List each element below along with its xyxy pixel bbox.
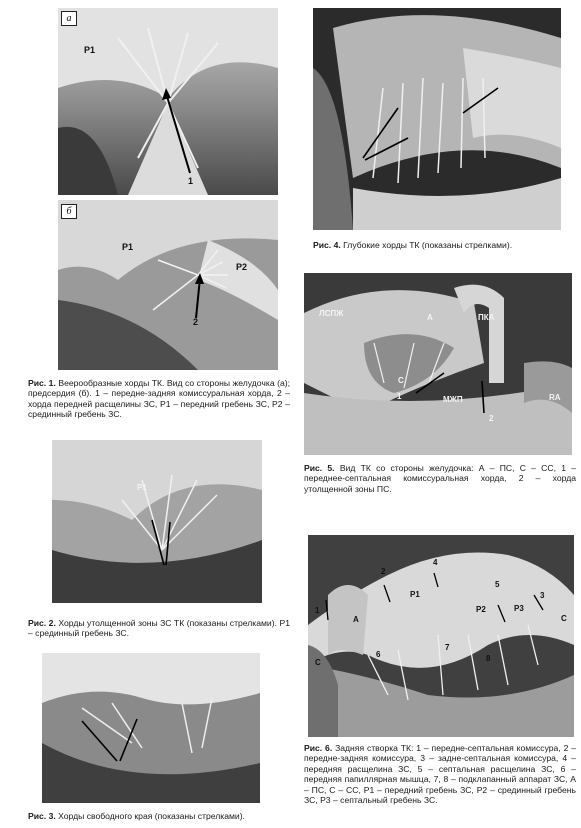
figure-6-label-a: A [353, 615, 359, 624]
figure-1-caption [28, 378, 290, 420]
figure-2-label-p1: P1 [137, 483, 147, 492]
figure-1-caption-prefix: Рис. 1. [28, 378, 56, 388]
figure-6-label-1: 1 [315, 606, 320, 615]
figure-1a-panel-tag: а [61, 11, 77, 26]
figure-2-caption-prefix: Рис. 2. [28, 618, 56, 628]
figure-6-label-c-right: C [561, 614, 567, 623]
figure-5-caption-prefix: Рис. 5. [304, 463, 335, 473]
figure-1a-label-1: 1 [188, 176, 194, 186]
figure-5-label-c: C [398, 376, 404, 385]
figure-5-label-2: 2 [489, 414, 494, 423]
figure-6-caption [304, 743, 576, 805]
figure-1b-label-2: 2 [193, 317, 199, 327]
figure-4-caption-text: Глубокие хорды ТК (показаны стрелками). [343, 240, 513, 250]
figure-5-caption-text: Вид ТК со стороны желудочка: А – ПС, С – СС, 1 – переднее-септальная комиссуральная хорда, 2 – хорда утолщенной зоны ПС. [304, 463, 576, 494]
figure-6-label-3: 3 [540, 591, 545, 600]
figure-3-caption [28, 811, 290, 821]
figure-6-label-7: 7 [445, 643, 450, 652]
figure-1b-photo [58, 200, 278, 370]
figure-5-caption [304, 463, 576, 494]
figure-1b-label-p2: P2 [236, 262, 248, 272]
figure-5-photo [304, 273, 572, 455]
figure-5-label-pka: ПКА [478, 313, 495, 322]
figure-5-label-1: 1 [397, 392, 402, 401]
figure-6-label-8: 8 [486, 654, 491, 663]
figure-6-caption-prefix: Рис. 6. [304, 743, 333, 753]
figure-1-caption-text: Веерообразные хорды ТК. Вид со стороны желудочка (а); предсердия (б). 1 – передне-задняя комиссуральная хорда, 2 – хорда передней расщелины ЗС, Р1 – передний гребень ЗС, Р2 – срединный гребень ЗС. [28, 378, 290, 420]
figure-1a-label-p1: P1 [84, 45, 96, 55]
figure-6-caption-text: Задняя створка ТК: 1 – передне-септальная комиссура, 2 – передне-задняя комиссура, 3 – задне-септальная комиссура, 4 – передняя расщелина ЗС, 5 – септальная расщелина ЗС, 6 – передняя папиллярная мышца, 7, 8 – подклапанный аппарат ЗС, А – ПС, С – СС, Р1 – передний гребень ЗС, Р2 – срединный гребень ЗС, Р3 – септальный гребень ЗС. [304, 743, 576, 806]
figure-6-label-c-left: C [315, 658, 321, 667]
figure-4-caption-prefix: Рис. 4. [313, 240, 341, 250]
figure-3-photo [42, 653, 260, 803]
figure-4-photo [313, 8, 561, 230]
figure-5-label-ra: RA [549, 393, 561, 402]
figure-2-photo [52, 440, 262, 603]
figure-6-photo [308, 535, 574, 737]
figure-3-caption-prefix: Рис. 3. [28, 811, 56, 821]
figure-6-label-2: 2 [381, 567, 386, 576]
figure-1a-photo [58, 8, 278, 195]
figure-1b-panel-tag: б [61, 204, 77, 219]
figure-6-label-6: 6 [376, 650, 381, 659]
figure-6-label-p3: P3 [514, 604, 524, 613]
figure-2-caption-text: Хорды утолщенной зоны ЗС ТК (показаны стрелками). Р1 – срединный гребень ЗС. [28, 618, 290, 639]
figure-1b-label-p1: P1 [122, 242, 134, 252]
figure-6-label-5: 5 [495, 580, 500, 589]
figure-5-label-lvot: ЛСПЖ [319, 309, 344, 318]
figure-5-label-mzhp: МЖП [443, 395, 463, 404]
figure-6-label-4: 4 [433, 558, 438, 567]
figure-5-label-a: A [427, 313, 433, 322]
figure-6-label-p1: P1 [410, 590, 420, 599]
figure-6-label-p2: P2 [476, 605, 486, 614]
figure-4-caption [313, 240, 575, 250]
figure-3-caption-text: Хорды свободного края (показаны стрелками). [58, 811, 245, 821]
figure-2-caption [28, 618, 290, 639]
